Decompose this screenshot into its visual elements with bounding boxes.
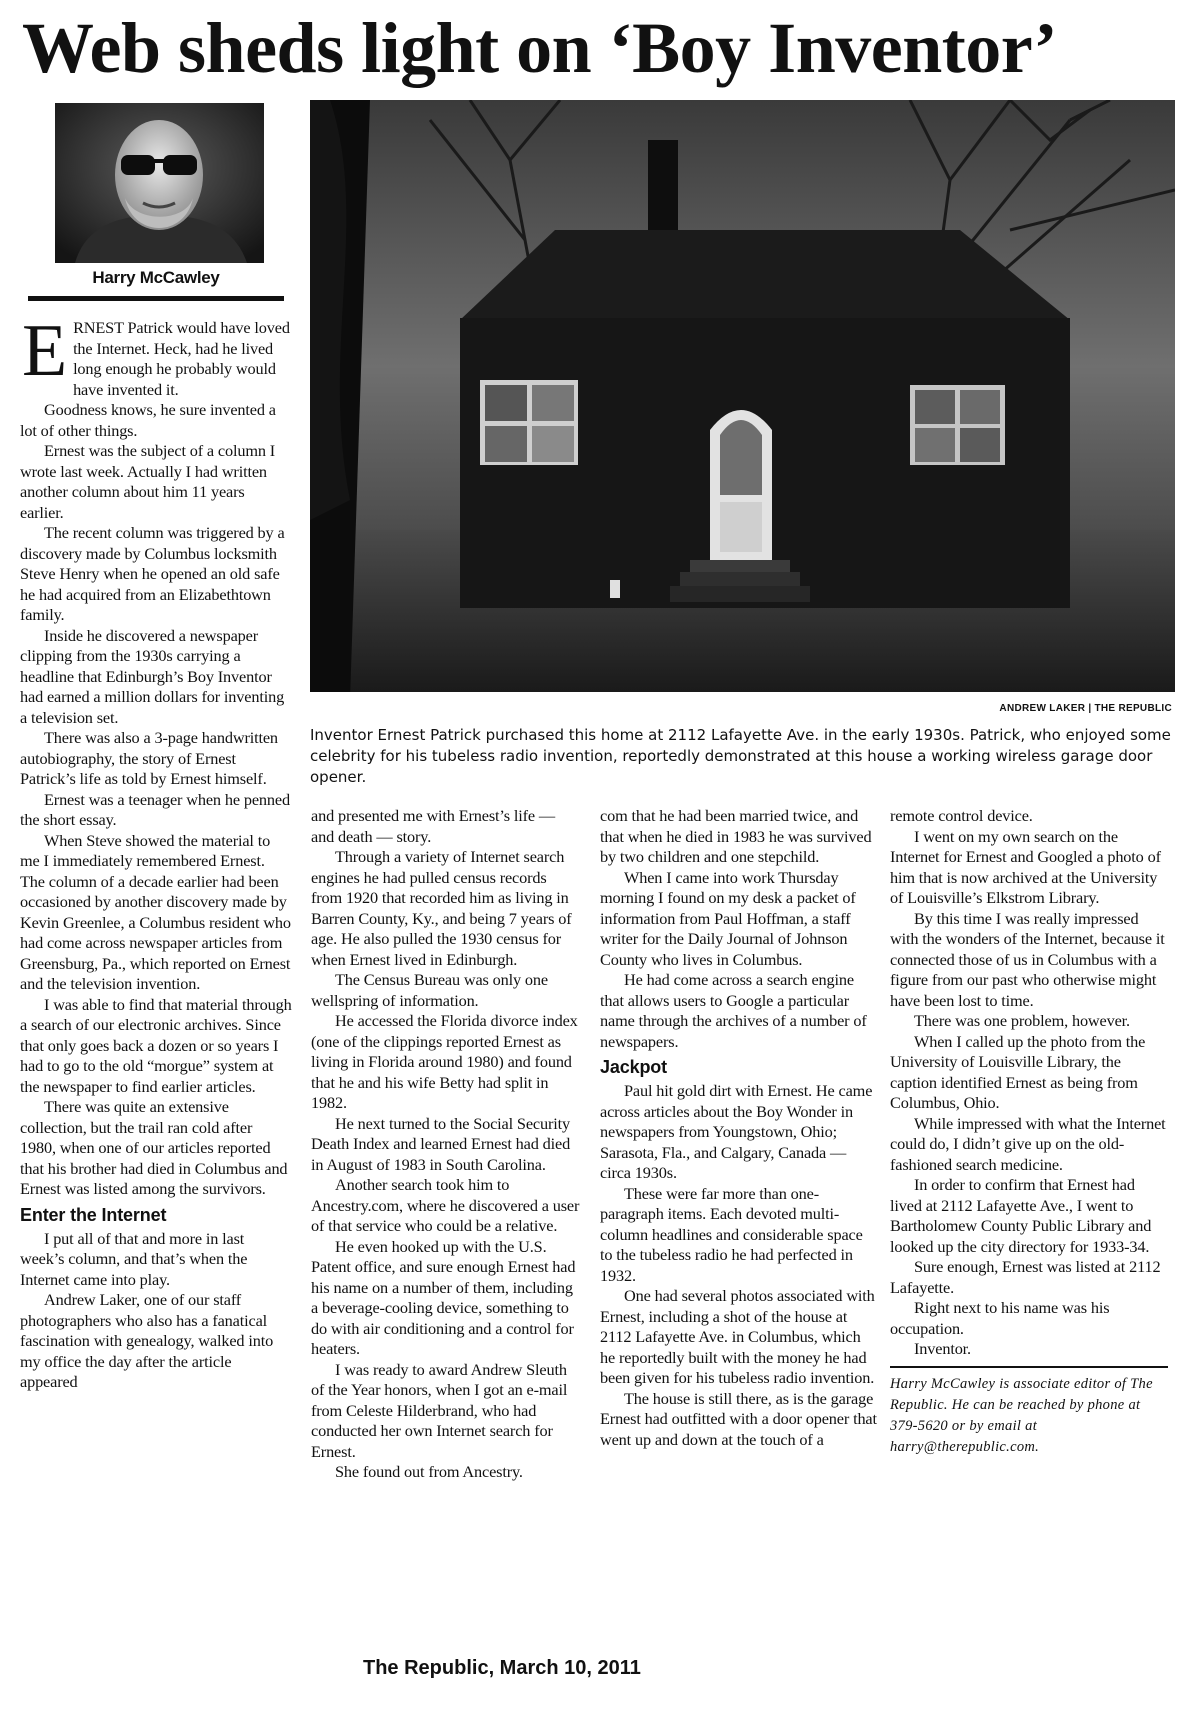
article-paragraph: Ernest was a teenager when he penned the short essay. bbox=[20, 789, 290, 829]
byline-divider bbox=[28, 296, 284, 301]
article-paragraph: Andrew Laker, one of our staff photographers who also has a fanatical fascination with genealogy, walked into my office the day after the article appeared bbox=[20, 1290, 274, 1391]
article-paragraph: remote control device. bbox=[890, 806, 1033, 825]
subhead-enter-the-internet: Enter the Internet bbox=[20, 1204, 167, 1225]
article-paragraph: There was one problem, however. bbox=[914, 1011, 1130, 1030]
article-paragraph: and presented me with Ernest’s life — and death — story. bbox=[311, 806, 556, 846]
house-photo bbox=[310, 100, 1175, 692]
article-paragraph: Sure enough, Ernest was listed at 2112 Lafayette. bbox=[890, 1257, 1161, 1297]
article-paragraph: Inside he discovered a newspaper clipping from the 1930s carrying a headline that Edinburgh’s Boy Inventor had earned a million dollars for inventing a television set. bbox=[20, 625, 285, 727]
article-paragraph: I put all of that and more in last week’s column, and that’s when the Internet came into play. bbox=[20, 1228, 248, 1289]
article-paragraph: com that he had been married twice, and that when he died in 1983 he was survived by two children and one stepchild. bbox=[600, 806, 872, 866]
source-footer: The Republic, March 10, 2011 bbox=[363, 1657, 641, 1679]
article-paragraph: I was ready to award Andrew Sleuth of the Year honors, when I got an e-mail from Celeste Hilderbrand, who had conducted her own Internet search for Ernest. bbox=[311, 1359, 568, 1461]
article-paragraph: He even hooked up with the U.S. Patent office, and sure enough Ernest had his name on a number of them, including a beverage-cooling device, something to do with air conditioning and a control for heaters. bbox=[311, 1236, 576, 1358]
author-tagline: Harry McCawley is associate editor of The Republic. He can be reached by phone at 379-5620 or by email at harry@therepublic.com. bbox=[890, 1375, 1153, 1455]
article-paragraph: I was able to find that material through a search of our electronic archives. Since that only goes back a dozen or so years I had to go to the old “morgue” system at the newspaper to find earlier articles. bbox=[20, 994, 292, 1096]
photo-caption: Inventor Ernest Patrick purchased this home at 2112 Lafayette Ave. in the early 1930s. Patrick, who enjoyed some celebrity for his tubeless radio invention, reportedly demonstrated at this house a working wireless garage door opener. bbox=[310, 726, 1171, 786]
article-column-3 bbox=[600, 806, 878, 1450]
article-paragraph: These were far more than one-paragraph items. Each devoted multi-column headlines and considerable space to the tubeless radio he had perfected in 1932. bbox=[600, 1183, 863, 1285]
article-paragraph: There was quite an extensive collection, but the trail ran cold after 1980, when one of our articles reported that his brother had died in Columbus and Ernest was listed among the survivors. bbox=[20, 1097, 288, 1198]
article-paragraph: She found out from Ancestry. bbox=[335, 1462, 523, 1481]
article-paragraph: Inventor. bbox=[914, 1339, 971, 1358]
article-paragraph: Ernest was the subject of a column I wrote last week. Actually I had written another column about him 11 years earlier. bbox=[20, 441, 276, 522]
article-paragraph: Right next to his name was his occupation. bbox=[890, 1298, 1110, 1338]
article-paragraph: He had come across a search engine that allows users to Google a particular name through the archives of a number of newspapers. bbox=[600, 970, 867, 1051]
article-paragraph: He next turned to the Social Security Death Index and learned Ernest had died in August of 1983 in South Carolina. bbox=[311, 1113, 571, 1174]
article-column-4 bbox=[890, 806, 1168, 1458]
article-paragraph: By this time I was really impressed with the wonders of the Internet, because it connected those of us in Columbus with a figure from our past who otherwise might have been lost to time. bbox=[890, 908, 1165, 1010]
headline: Web sheds light on ‘Boy Inventor’ bbox=[22, 8, 1057, 88]
article-paragraph: Through a variety of Internet search engines he had pulled census records from 1920 that recorded him as living in Barren County, Ky., and being 7 years of age. He also pulled the 1930 census for when Ernest lived in Edinburgh. bbox=[311, 847, 572, 969]
article-paragraph: One had several photos associated with Ernest, including a shot of the house at 2112 Lafayette Ave. in Columbus, which he reportedly built with the money he had been given for his tubeless radio invention. bbox=[600, 1286, 875, 1387]
article-paragraph: There was also a 3-page handwritten autobiography, the story of Ernest Patrick’s life as told by Ernest himself. bbox=[20, 728, 278, 788]
article-lead-paragraph: ERNEST Patrick would have loved the Internet. Heck, had he lived long enough he probably would have invented it. bbox=[22, 310, 290, 399]
article-paragraph: While impressed with what the Internet could do, I didn’t give up on the old-fashioned search medicine. bbox=[890, 1113, 1166, 1174]
article-paragraph: The Census Bureau was only one wellspring of information. bbox=[311, 970, 548, 1010]
article-paragraph: Paul hit gold dirt with Ernest. He came across articles about the Boy Wonder in newspapers from Youngstown, Ohio; Sarasota, Fla., and Calgary, Canada — circa 1930s. bbox=[600, 1081, 873, 1182]
article-paragraph: Goodness knows, he sure invented a lot of other things. bbox=[20, 400, 276, 440]
article-paragraph: When I came into work Thursday morning I found on my desk a packet of information from Paul Hoffman, a staff writer for the Daily Journal of Johnson County who lives in Columbus. bbox=[600, 867, 856, 969]
byline: Harry McCawley bbox=[92, 268, 220, 287]
columnist-photo bbox=[55, 103, 264, 263]
article-column-2 bbox=[311, 806, 581, 1483]
photo-credit: ANDREW LAKER | THE REPUBLIC bbox=[999, 703, 1172, 714]
article-paragraph: I went on my own search on the Internet for Ernest and Googled a photo of him that is now archived at the University of Louisville’s Elkstrom Library. bbox=[890, 826, 1161, 907]
article-paragraph: When Steve showed the material to me I immediately remembered Ernest. The column of a decade earlier had been occasioned by another discovery made by Kevin Greenlee, a Columbus resident who had come across newspaper articles from Greensburg, Pa., which reported on Ernest and the television invention. bbox=[20, 830, 291, 993]
tagline-divider bbox=[890, 1366, 1168, 1368]
article-paragraph: The recent column was triggered by a discovery made by Columbus locksmith Steve Henry when he opened an old safe he had acquired from an Elizabethtown family. bbox=[20, 523, 285, 624]
article-paragraph: Another search took him to Ancestry.com, where he discovered a user of that service who could be a relative. bbox=[311, 1175, 580, 1235]
article-paragraph: In order to confirm that Ernest had lived at 2112 Lafayette Ave., I went to Bartholomew County Public Library and looked up the city directory for 1933-34. bbox=[890, 1175, 1152, 1256]
subhead-jackpot: Jackpot bbox=[600, 1057, 667, 1077]
article-paragraph: When I called up the photo from the University of Louisville Library, the caption identified Ernest as being from Columbus, Ohio. bbox=[890, 1031, 1146, 1112]
article-paragraph: The house is still there, as is the garage Ernest had outfitted with a door opener that went up and down at the touch of a bbox=[600, 1388, 877, 1449]
article-column-1 bbox=[20, 310, 292, 1393]
drop-cap: E bbox=[22, 310, 68, 392]
article-paragraph: He accessed the Florida divorce index (one of the clippings reported Ernest as living in Florida around 1980) and found that he and his wife Betty had split in 1982. bbox=[311, 1011, 578, 1112]
